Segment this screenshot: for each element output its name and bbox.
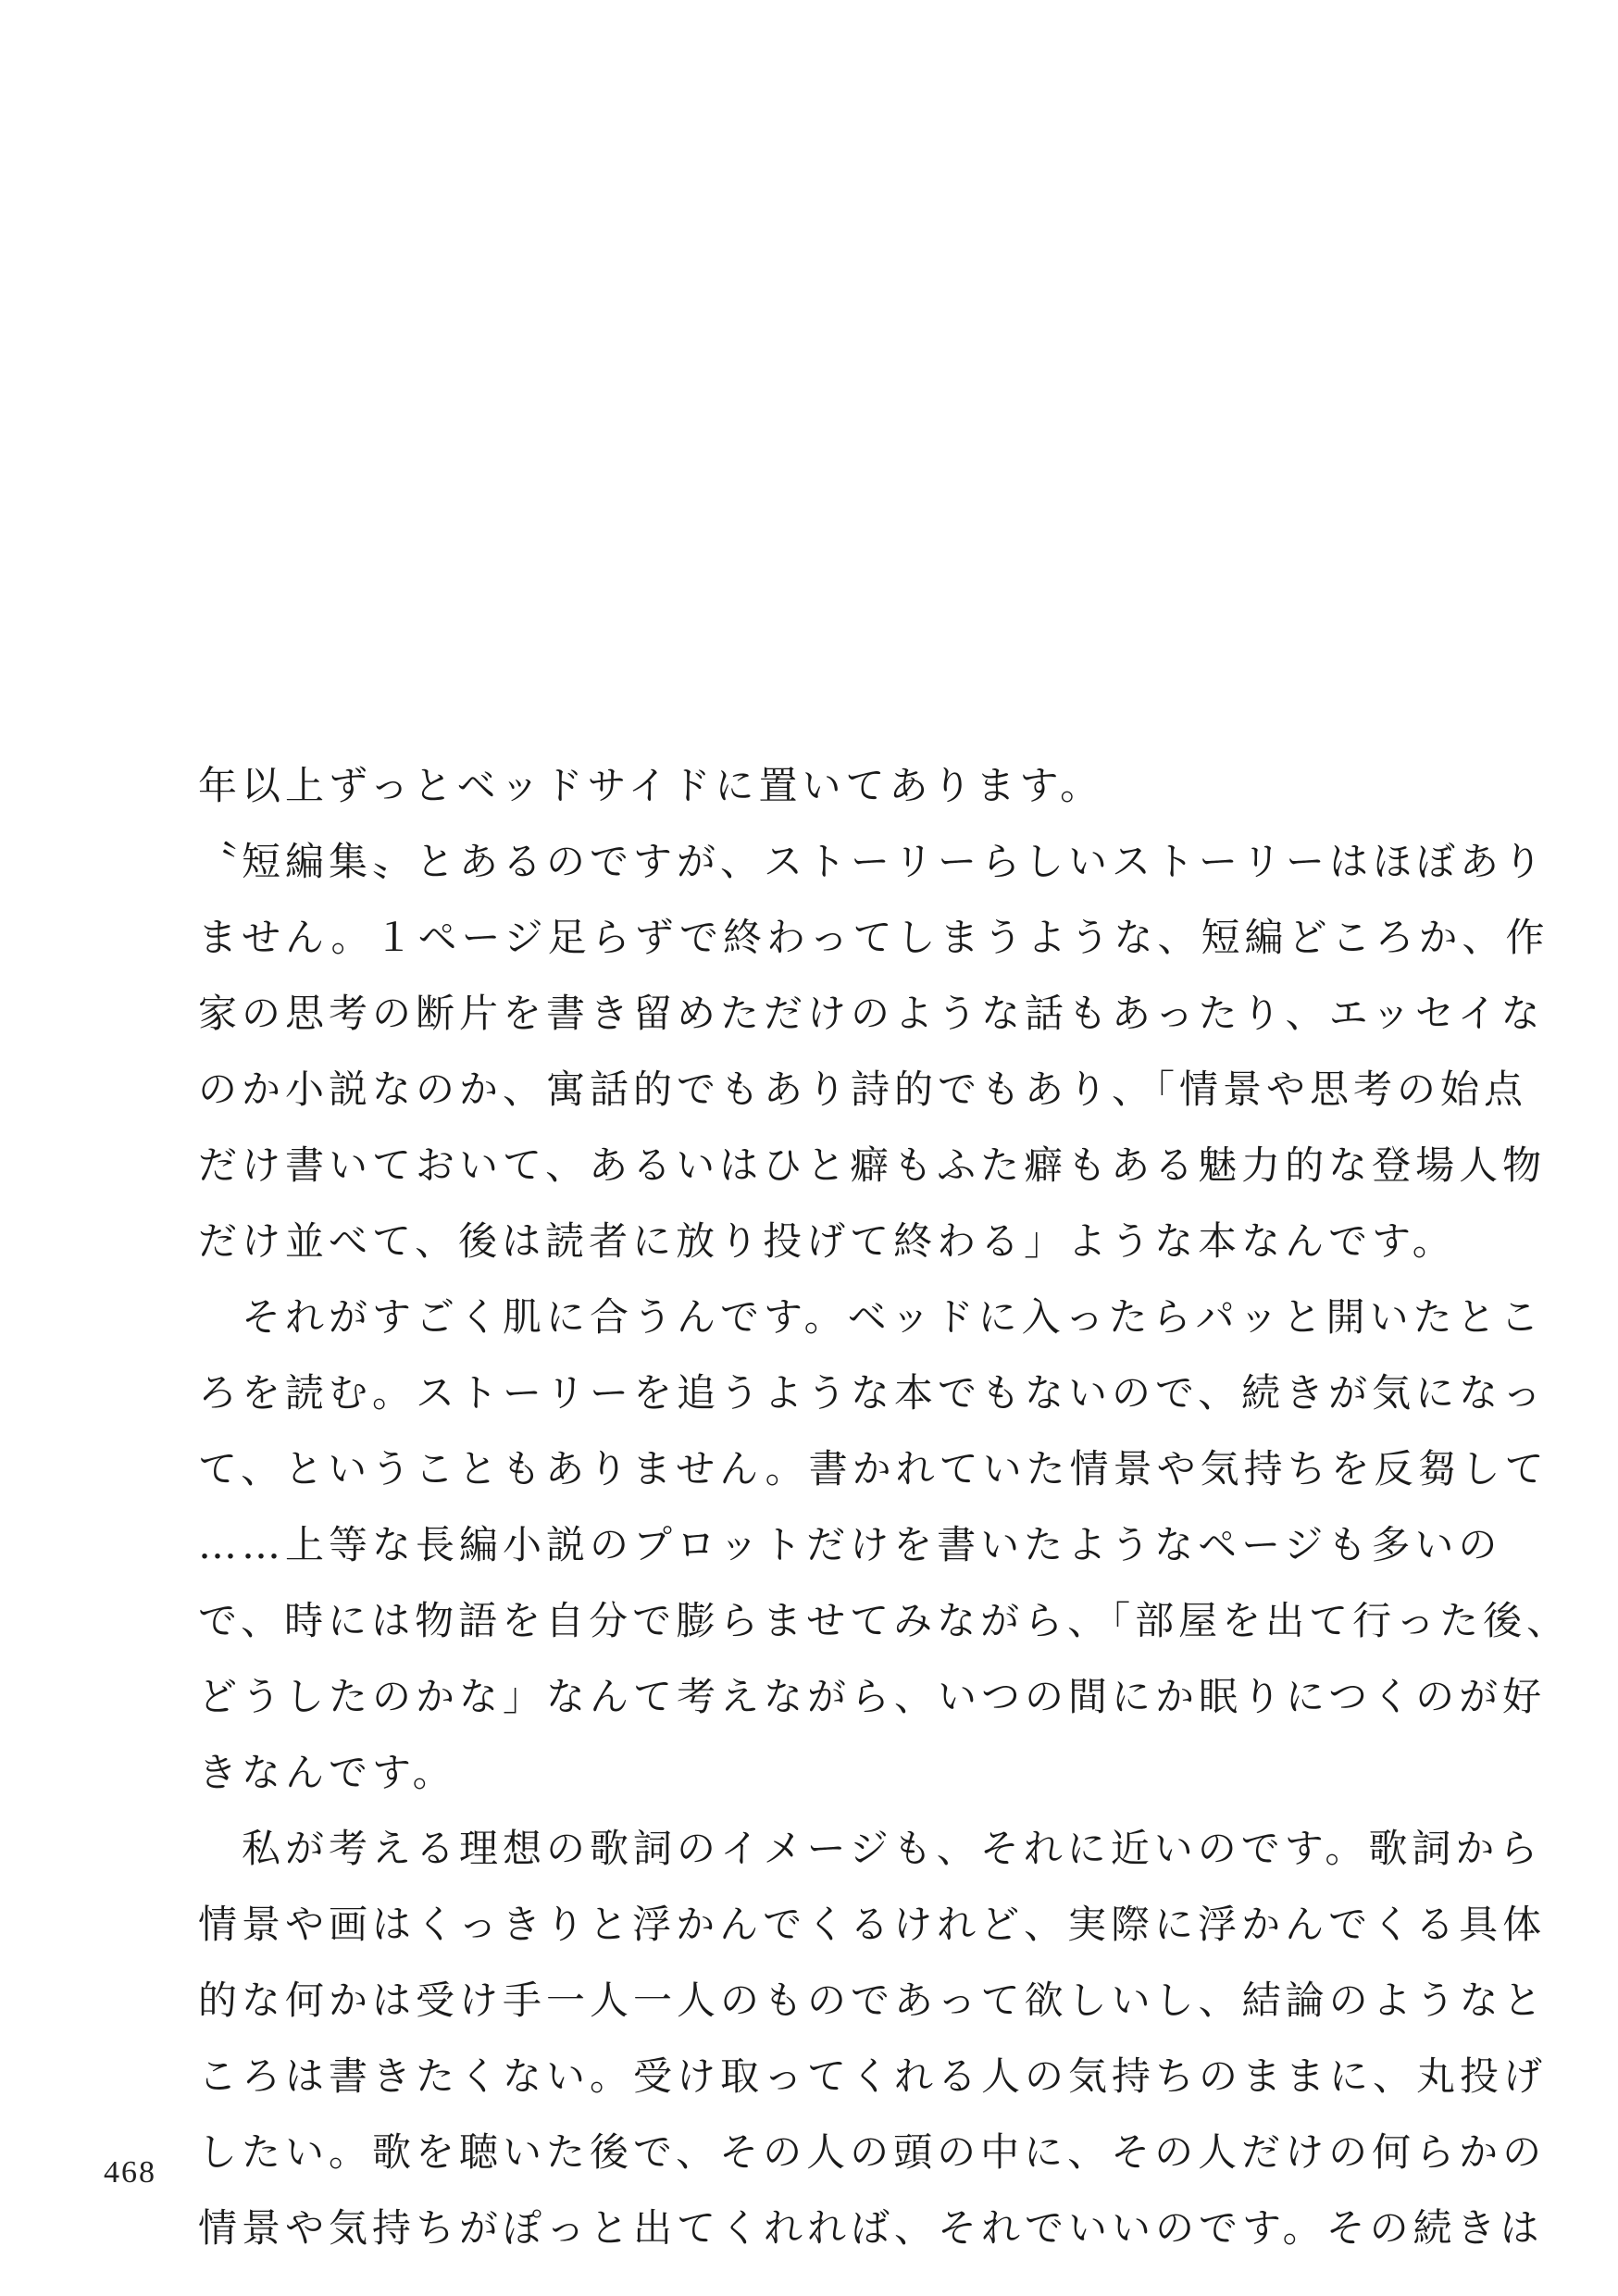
text-line: 的な何かは受け手一人一人のものであって欲しいし、結論のようなと [198, 1978, 1547, 2023]
text-line: 情景や画はくっきりと浮かんでくるけれど、実際に浮かんでくる具体 [198, 1902, 1547, 1947]
text-line: 私が考える理想の歌詞のイメージも、それに近いのです。歌詞から [198, 1826, 1543, 1871]
page-number: 468 [104, 2155, 156, 2190]
text-line: したい。歌を聴いた後で、その人の頭の中に、その人だけの何らかの [198, 2129, 1547, 2175]
text-line: ころは書きたくない。受け取ってくれる人の気持ちのままに、丸投げ [198, 2053, 1548, 2099]
text-line: 年以上ずっとベッドサイドに置いてあります。 [198, 763, 1104, 808]
text-line: 〝短編集〟とあるのですが、ストーリーらしいストーリーはほぼあり [198, 839, 1548, 884]
body-text [198, 748, 1571, 2266]
text-line: 情景や気持ちがぽっと出てくれれば、それでいいのです。その続きは [198, 2205, 1544, 2251]
text-line: それがすごく肌に合うんです。ベッドに入ったらパッと開いたとこ [198, 1294, 1544, 1340]
text-line: のか小説なのか、寓話的でもあり詩的でもあり、「情景や思考の始点 [198, 1067, 1528, 1112]
text-line: で、時には物語を自分で膨らませてみながら、「部屋を出て行った後、 [198, 1598, 1571, 1643]
text-line: ……上等な長編小説のプロットだけを書いたようなページも多いの [198, 1522, 1502, 1567]
text-line: ろを読む。ストーリーを追うような本でもないので、続きが気になっ [198, 1370, 1547, 1416]
text-line: きなんです。 [198, 1750, 456, 1795]
text-line: 家の思考の断片を書き留めただけのような話もあったり、エッセイな [198, 991, 1545, 1036]
text-line: て、ということもありません。書かれていた情景や気持ちを反芻して [198, 1446, 1549, 1491]
text-line: だけ並べて、後は読者に放り投げて終わる」ような本なんです。 [198, 1218, 1456, 1264]
text-line: どうしたのかな」なんて考えながら、いつの間にか眠りにつくのが好 [198, 1674, 1547, 1719]
text-line: ません。１ページ足らずで終わってしまうような、短編どころか、作 [198, 915, 1550, 960]
text-line: だけ書いておいて、あるいはひと癖もふた癖もある魅力的な登場人物 [198, 1142, 1547, 1188]
